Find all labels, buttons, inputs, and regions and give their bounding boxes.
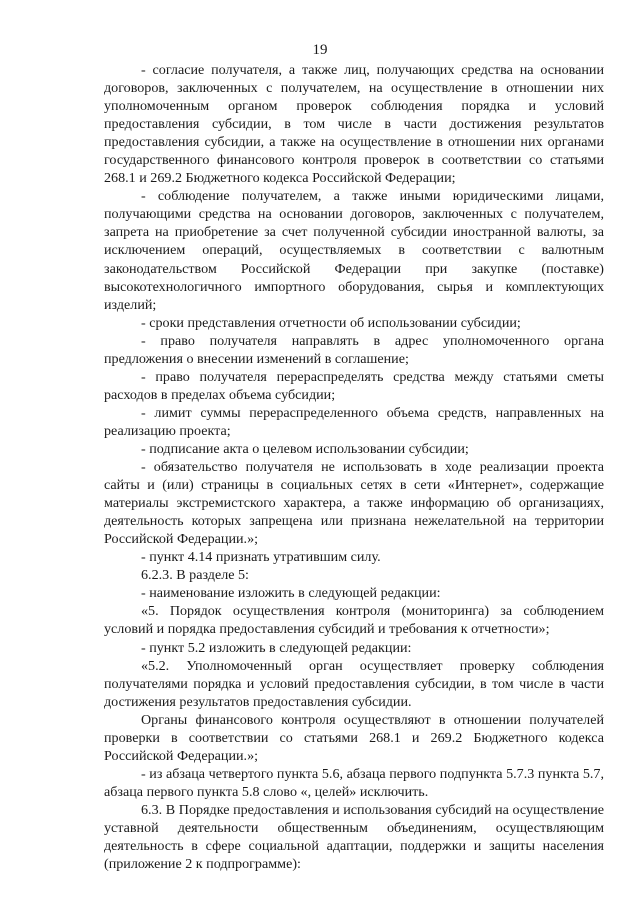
paragraph: - обязательство получателя не использовать в ходе реализации проекта сайты и (или) страницы в социальных сетях в сети «Интернет», содержащие материалы экстремистского характера, а также информацию об организациях, деятельность которых запрещена или признана нежелательной на территории Российской Федерации.»; [104,459,604,548]
paragraph: 6.2.3. В разделе 5: [141,567,249,584]
paragraph: «5.2. Уполномоченный орган осуществляет проверку соблюдения получателями порядка и условий предоставления субсидии, в том числе в части достижения результатов предоставления субсидии. [104,657,604,710]
paragraph: 6.3. В Порядке предоставления и использования субсидий на осуществление уставной деятельности общественным объединениям, осуществляющим деятельность в сфере социальной адаптации, поддержки и защиты населения (приложение 2 к подпрограмме): [104,801,604,873]
paragraph: - из абзаца четвертого пункта 5.6, абзаца первого подпункта 5.7.3 пункта 5.7, абзаца первого пункта 5.8 слово «, целей» исключить. [104,765,604,800]
paragraph: - согласие получателя, а также лиц, получающих средства на основании договоров, заключенных с получателем, на осуществление в отношении них уполномоченным органом проверок соблюдения порядка и условий предоставления субсидии, в том числе в части достижения результатов предоставления субсидии, а также на осуществление в отношении них органами государственного финансового контроля проверок в соответствии со статьями 268.1 и 269.2 Бюджетного кодекса Российской Федерации; [104,62,604,187]
page-number: 19 [312,42,328,58]
paragraph: - пункт 4.14 признать утратившим силу. [141,549,381,566]
paragraph: - наименование изложить в следующей редакции: [141,585,441,602]
paragraph: «5. Порядок осуществления контроля (мониторинга) за соблюдением условий и порядка предоставления субсидий и требования к отчетности»; [104,603,604,638]
paragraph: - сроки представления отчетности об использовании субсидии; [141,314,521,331]
document-body [104,61,604,873]
paragraph: - лимит суммы перераспределенного объема средств, направленных на реализацию проекта; [104,404,604,439]
paragraph: - подписание акта о целевом использовании субсидии; [141,440,469,457]
paragraph: - пункт 5.2 изложить в следующей редакции: [141,639,412,656]
paragraph: - право получателя перераспределять средства между статьями сметы расходов в пределах объема субсидии; [104,368,604,403]
paragraph: - соблюдение получателем, а также иными юридическими лицами, получающими средства на основании договоров, заключенных с получателем, запрета на приобретение за счет полученной субсидии иностранной валюты, за исключением операций, осуществляемых в соответствии с валютным законодательством Российской Федерации при закупке (поставке) высокотехнологичного импортного оборудования, сырья и комплектующих изделий; [104,188,604,313]
paragraph: Органы финансового контроля осуществляют в отношении получателей проверки в соответствии со статьями 268.1 и 269.2 Бюджетного кодекса Российской Федерации.»; [104,711,604,764]
paragraph: - право получателя направлять в адрес уполномоченного органа предложения о внесении изменений в соглашение; [104,332,604,367]
